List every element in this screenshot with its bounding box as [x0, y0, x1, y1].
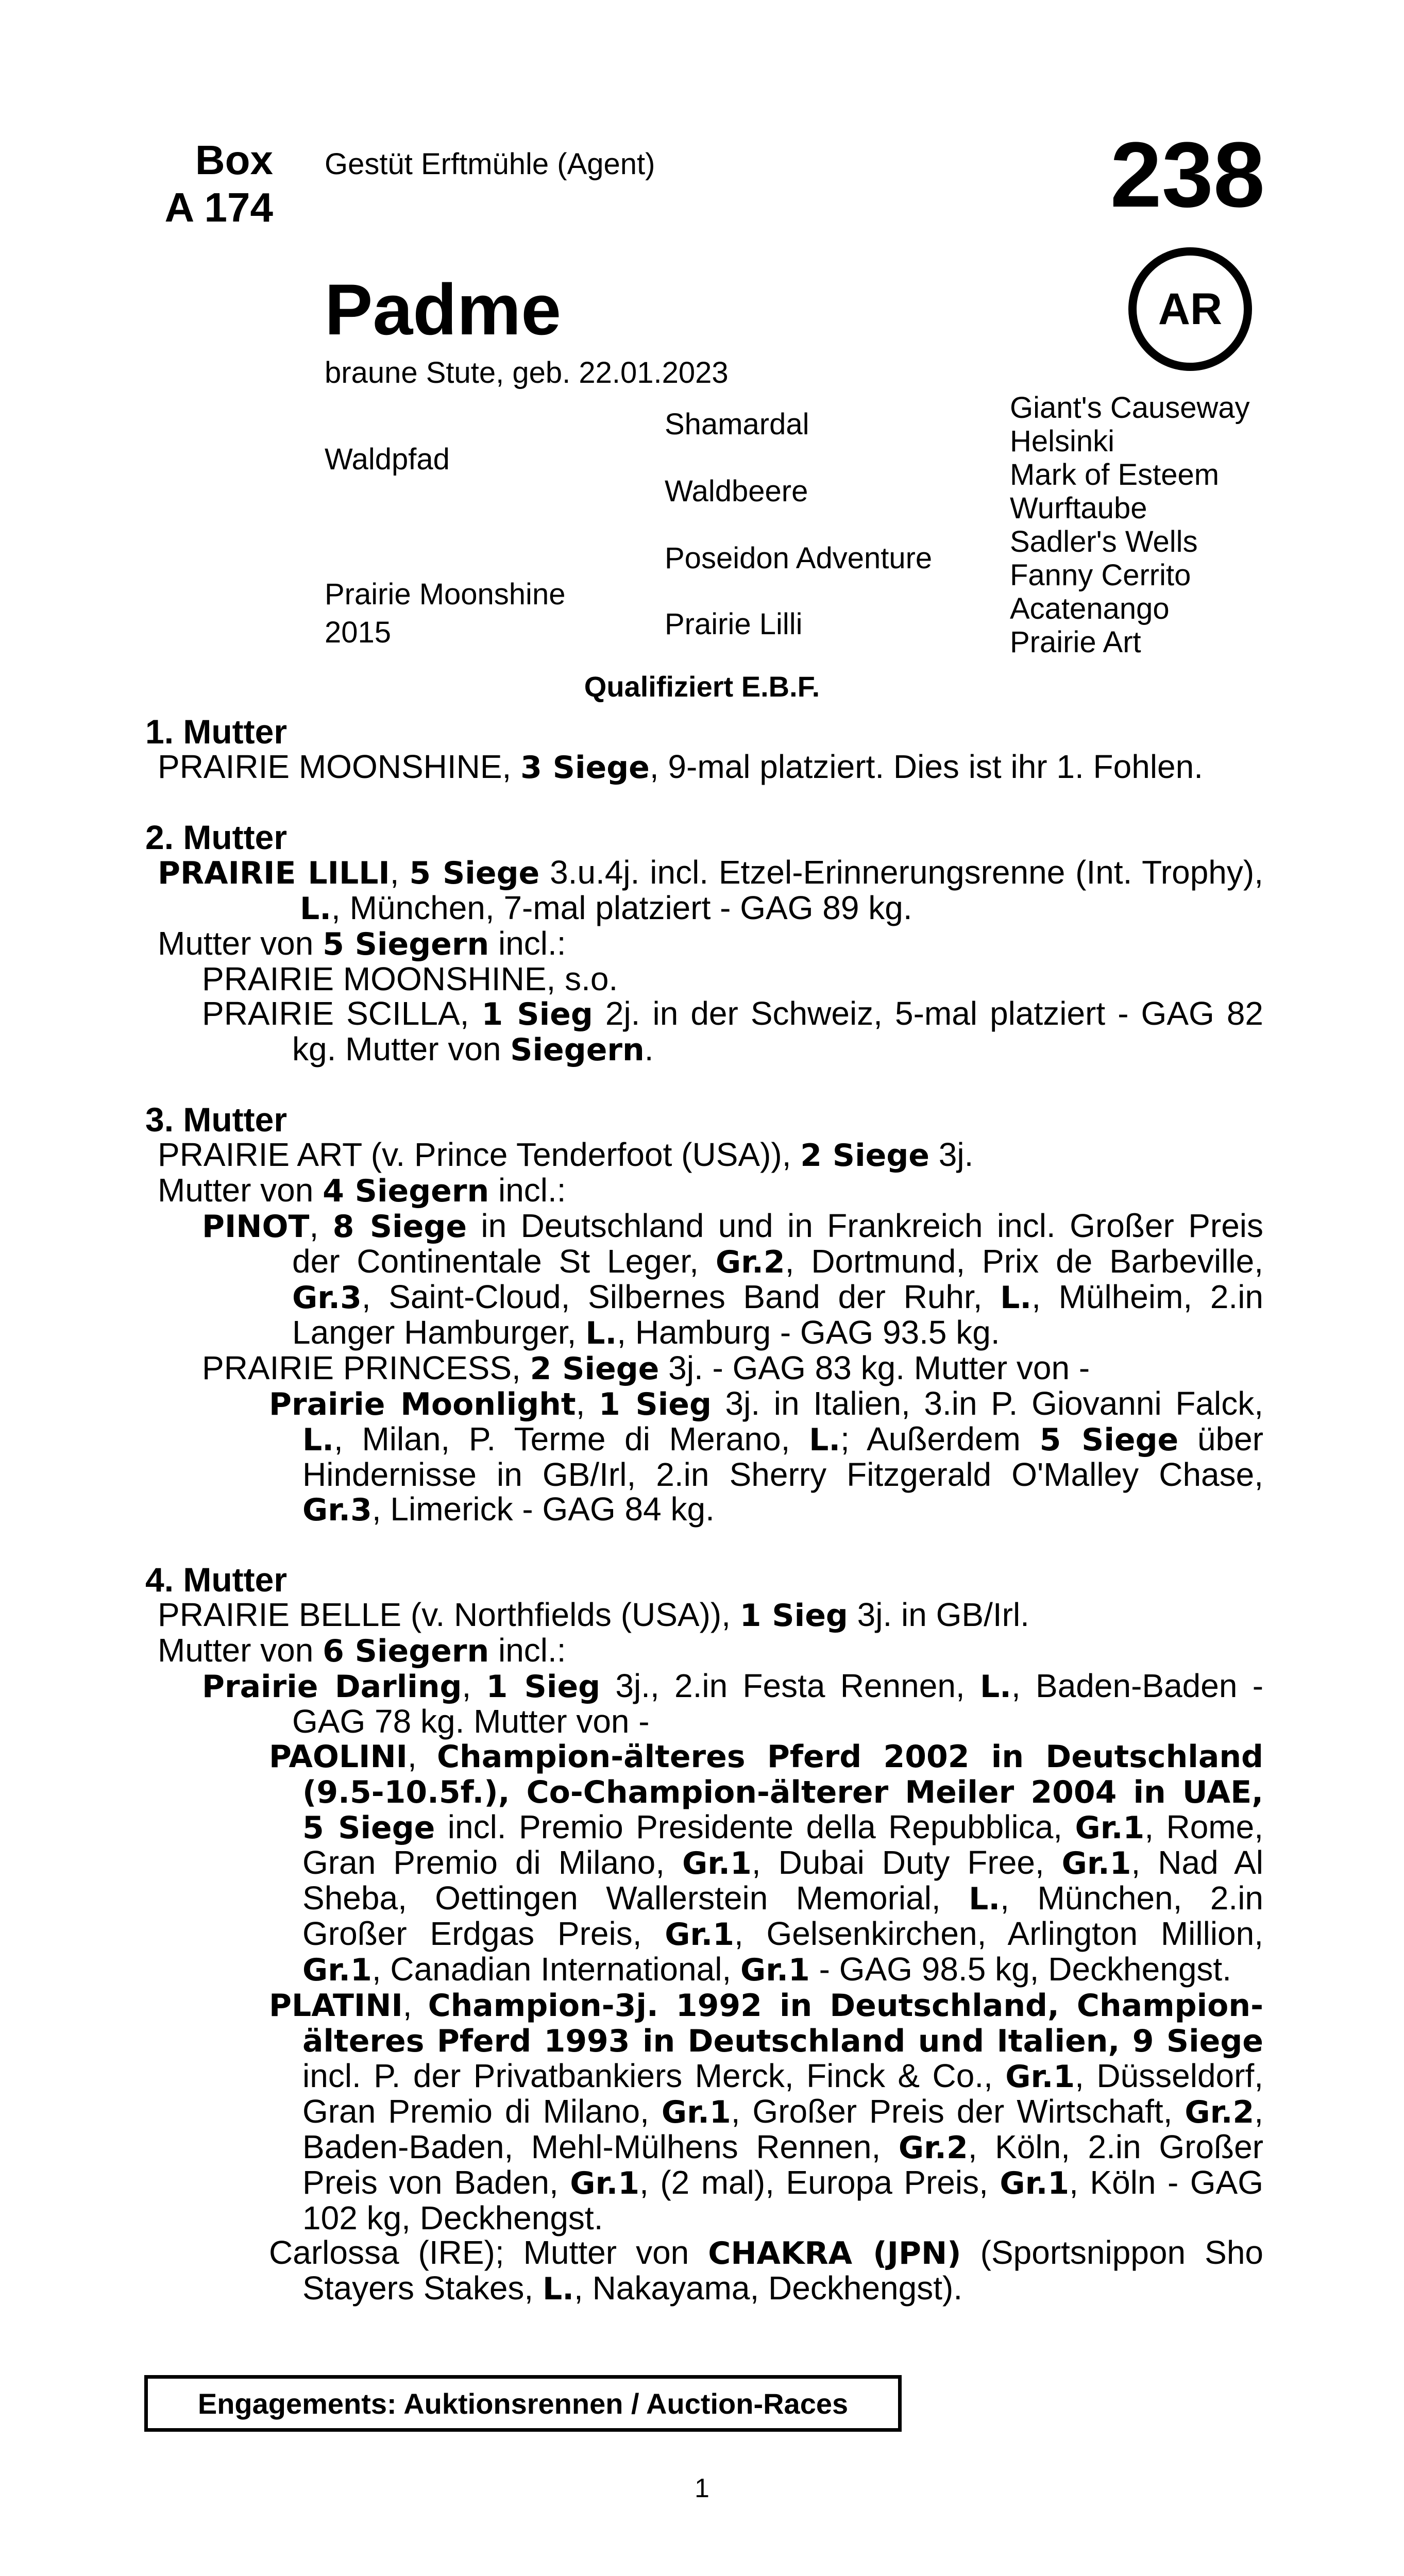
bold-text: L.	[979, 1669, 1011, 1705]
bold-text: L.	[969, 1881, 1001, 1917]
pedigree-ancestor: Mark of Esteem	[1010, 458, 1220, 492]
bold-text: 5 Siege	[1039, 1422, 1179, 1458]
text: .	[644, 1030, 654, 1067]
bold-text: Gr.2	[898, 2130, 968, 2166]
bold-text: Gr.1	[302, 1952, 372, 1988]
pedigree-sire: Waldpfad	[325, 443, 450, 476]
text: ,	[462, 1667, 486, 1704]
text: ,	[402, 1986, 428, 2023]
text: , Rome, Gran Premio di Milano,	[302, 1808, 1263, 1881]
section-heading: 1. Mutter	[145, 713, 287, 751]
bold-text: Gr.1	[1000, 2165, 1070, 2201]
text: , Nad Al Sheba, Oettingen Wallerstein Memorial,	[302, 1844, 1263, 1917]
bold-text: 1 Sieg	[598, 1386, 712, 1422]
qualification-note: Qualifiziert E.B.F.	[584, 670, 820, 703]
text: , (2 mal), Europa Preis,	[639, 2164, 1000, 2201]
text: incl. Premio Presidente della Repubblica,	[435, 1808, 1075, 1845]
text: , München, 2.in Großer Erdgas Preis,	[302, 1879, 1264, 1952]
pedigree-entry	[145, 1386, 1263, 1528]
text: ,	[576, 1385, 599, 1422]
bold-text: 5 Siegern	[323, 926, 489, 962]
text: , Milan, P. Terme di Merano,	[334, 1420, 809, 1458]
pedigree-damsire: Poseidon Adventure	[665, 541, 933, 575]
bold-text: Gr.1	[661, 2094, 731, 2130]
text: über Hindernisse in GB/Irl, 2.in Sherry Fitzgerald O'Malley Chase,	[302, 1420, 1264, 1493]
bold-text: 1 Sieg	[481, 996, 593, 1032]
bold-text: L.	[300, 891, 332, 927]
bold-text: Gr.1	[570, 2165, 640, 2201]
bold-text: 1 Sieg	[486, 1669, 601, 1705]
text: , Baden-Baden - GAG 78 kg. Mutter von -	[292, 1667, 1264, 1740]
pedigree-entry	[145, 996, 1263, 1067]
engagements-label: Engagements: Auktionsrennen / Auction-Races	[197, 2387, 849, 2420]
bold-text: L.	[542, 2271, 574, 2307]
text: 3j., 2.in Festa Rennen,	[600, 1667, 980, 1704]
pedigree-dam-year: 2015	[325, 616, 392, 649]
bold-text: 5 Siege	[409, 855, 540, 891]
pedigree-entry	[145, 1669, 1263, 1739]
bold-text: Gr.1	[682, 1845, 752, 1882]
pedigree-entry	[145, 962, 1263, 996]
text: , Großer Preis der Wirtschaft,	[731, 2093, 1185, 2130]
bold-text: L.	[302, 1422, 334, 1458]
dam-section	[145, 819, 1263, 1067]
text: PRAIRIE BELLE (v. Northfields (USA)),	[158, 1596, 740, 1633]
bold-text: 2 Siege	[800, 1138, 930, 1174]
pedigree-ancestor: Helsinki	[1010, 425, 1115, 458]
text: Carlossa (IRE); Mutter von	[269, 2234, 708, 2271]
text: ,	[309, 1207, 333, 1244]
bold-text: Prairie Moonlight	[269, 1386, 576, 1422]
bold-text: Champion-älteres Pferd 2002 in Deutschland (9.5-10.5f.), Co-Champion-älterer Meiler 2004 in UAE, 5 Siege	[302, 1739, 1264, 1846]
text: Mutter von	[158, 1172, 323, 1209]
pedigree-grandsire: Shamardal	[665, 408, 809, 441]
pedigree-entry	[145, 926, 1263, 962]
pedigree-entry	[145, 1739, 1263, 1988]
pedigree-ancestor: Giant's Causeway	[1010, 391, 1250, 425]
bold-text: 4 Siegern	[323, 1173, 489, 1209]
family-sections	[145, 714, 1263, 2307]
text: PRAIRIE ART (v. Prince Tenderfoot (USA)),	[158, 1136, 801, 1173]
text: Mutter von	[158, 925, 323, 962]
agent-name: Gestüt Erftmühle (Agent)	[325, 147, 655, 181]
bold-text: Gr.2	[715, 1244, 785, 1280]
text: , Dortmund, Prix de Barbeville,	[785, 1243, 1264, 1280]
text: , München, 7-mal platziert - GAG 89 kg.	[331, 889, 912, 926]
pedigree-entry	[145, 1633, 1263, 1669]
pedigree-entry	[145, 1988, 1263, 2235]
engagements-box	[144, 2375, 902, 2432]
text: , Köln - GAG 102 kg, Deckhengst.	[302, 2164, 1264, 2236]
text: incl.:	[489, 925, 566, 962]
pedigree-entry	[145, 1173, 1263, 1209]
bold-text: CHAKRA (JPN)	[708, 2235, 961, 2272]
pedigree-entry	[145, 1138, 1263, 1173]
dam-section	[145, 714, 1263, 785]
country-badge	[1128, 247, 1252, 371]
text: , Köln, 2.in Großer Preis von Baden,	[302, 2128, 1264, 2201]
pedigree-ancestor: Prairie Art	[1010, 625, 1141, 659]
text: incl.:	[489, 1632, 566, 1669]
section-spacer	[145, 1067, 1263, 1101]
bold-text: PRAIRIE LILLI	[158, 855, 390, 891]
bold-text: Prairie Darling	[202, 1669, 462, 1705]
text: , Limerick - GAG 84 kg.	[371, 1490, 715, 1528]
dam-section	[145, 1562, 1263, 2307]
section-heading: 2. Mutter	[145, 818, 287, 856]
text: PRAIRIE PRINCESS,	[202, 1349, 530, 1386]
pedigree-entry	[145, 1209, 1263, 1351]
bold-text: Gr.1	[665, 1917, 735, 1953]
bold-text: PINOT	[202, 1209, 310, 1245]
text: 3j. in GB/Irl.	[848, 1596, 1029, 1633]
pedigree-ancestor: Acatenango	[1010, 592, 1170, 625]
box-number: A 174	[164, 184, 273, 230]
box-label: Box	[195, 137, 273, 183]
text: Mutter von	[158, 1632, 323, 1669]
bold-text: PAOLINI	[269, 1739, 408, 1775]
text: incl.:	[489, 1172, 566, 1209]
bold-text: 8 Siege	[332, 1209, 467, 1245]
text: - GAG 98.5 kg, Deckhengst.	[809, 1951, 1231, 1988]
text: 3.u.4j. incl. Etzel-Erinnerungsrenne (Int. Trophy),	[539, 854, 1263, 891]
text: 3j. - GAG 83 kg. Mutter von -	[659, 1349, 1090, 1386]
pedigree-ancestor: Wurftaube	[1010, 492, 1147, 525]
pedigree-ancestor: Sadler's Wells	[1010, 525, 1198, 558]
section-heading: 3. Mutter	[145, 1100, 287, 1139]
horse-name: Padme	[325, 269, 562, 350]
bold-text: Gr.1	[1005, 2059, 1075, 2095]
text: , 9-mal platziert. Dies ist ihr 1. Fohlen.	[649, 748, 1204, 785]
text: 3j.	[929, 1136, 974, 1173]
text: , Canadian International,	[371, 1951, 740, 1988]
text: incl. P. der Privatbankiers Merck, Finck & Co.,	[302, 2057, 1006, 2094]
section-spacer	[145, 785, 1263, 819]
box-info	[144, 137, 273, 231]
text: , Saint-Cloud, Silbernes Band der Ruhr,	[361, 1278, 1001, 1315]
bold-text: 1 Sieg	[739, 1598, 848, 1634]
bold-text: 2 Siege	[530, 1351, 659, 1387]
bold-text: PLATINI	[269, 1988, 403, 2024]
page-number: 1	[695, 2473, 709, 2503]
country-badge-label: AR	[1158, 284, 1223, 334]
dam-section	[145, 1101, 1263, 1528]
pedigree-entry	[145, 1598, 1263, 1633]
horse-description: braune Stute, geb. 22.01.2023	[325, 356, 729, 389]
bold-text: L.	[1000, 1280, 1032, 1316]
text: , Baden-Baden, Mehl-Mülhens Rennen,	[302, 2093, 1264, 2165]
bold-text: Gr.1	[1075, 1810, 1145, 1846]
bold-text: Gr.1	[1061, 1845, 1131, 1882]
text: PRAIRIE SCILLA,	[202, 995, 482, 1032]
text: 2j. in der Schweiz, 5-mal platziert - GAG 82 kg. Mutter von	[292, 995, 1264, 1067]
bold-text: 3 Siege	[520, 750, 650, 786]
bold-text: 6 Siegern	[323, 1633, 489, 1669]
text: ,	[390, 854, 410, 891]
bold-text: Siegern	[510, 1032, 645, 1068]
text: in Deutschland und in Frankreich incl. Großer Preis der Continentale St Leger,	[292, 1207, 1264, 1280]
lot-number: 238	[1110, 123, 1265, 227]
bold-text: Gr.2	[1185, 2094, 1255, 2130]
section-heading: 4. Mutter	[145, 1561, 287, 1599]
pedigree-granddam: Waldbeere	[665, 474, 808, 508]
text: 3j. in Italien, 3.in P. Giovanni Falck,	[711, 1385, 1264, 1422]
bold-text: L.	[585, 1315, 617, 1351]
text: PRAIRIE MOONSHINE, s.o.	[202, 960, 618, 997]
text: , Nakayama, Deckhengst).	[574, 2269, 963, 2307]
pedigree-ancestor: Fanny Cerrito	[1010, 558, 1191, 592]
text: , Dubai Duty Free,	[751, 1844, 1062, 1881]
pedigree-entry	[145, 750, 1263, 785]
text: , Hamburg - GAG 93.5 kg.	[617, 1314, 1000, 1351]
bold-text: Gr.3	[292, 1280, 362, 1316]
text: , Düsseldorf, Gran Premio di Milano,	[302, 2057, 1264, 2130]
text: , Gelsenkirchen, Arlington Million,	[734, 1915, 1264, 1952]
pedigree-entry	[145, 855, 1263, 926]
pedigree-entry	[145, 2235, 1263, 2307]
pedigree-dam: Prairie Moonshine	[325, 578, 566, 611]
bold-text: Gr.1	[740, 1952, 810, 1988]
text: ; Außerdem	[840, 1420, 1040, 1458]
bold-text: L.	[809, 1422, 841, 1458]
bold-text: Champion-3j. 1992 in Deutschland, Champion-älteres Pferd 1993 in Deutschland und Italien, 9 Siege	[302, 1988, 1263, 2059]
text: PRAIRIE MOONSHINE,	[158, 748, 521, 785]
text: (Sportsnippon Sho Stayers Stakes,	[302, 2234, 1264, 2307]
section-spacer	[145, 1528, 1263, 1562]
pedigree-entry	[145, 1351, 1263, 1386]
bold-text: Gr.3	[302, 1492, 372, 1528]
pedigree-damdam: Prairie Lilli	[665, 607, 803, 641]
text: , Mülheim, 2.in Langer Hamburger,	[292, 1278, 1264, 1351]
text: ,	[408, 1737, 437, 1774]
